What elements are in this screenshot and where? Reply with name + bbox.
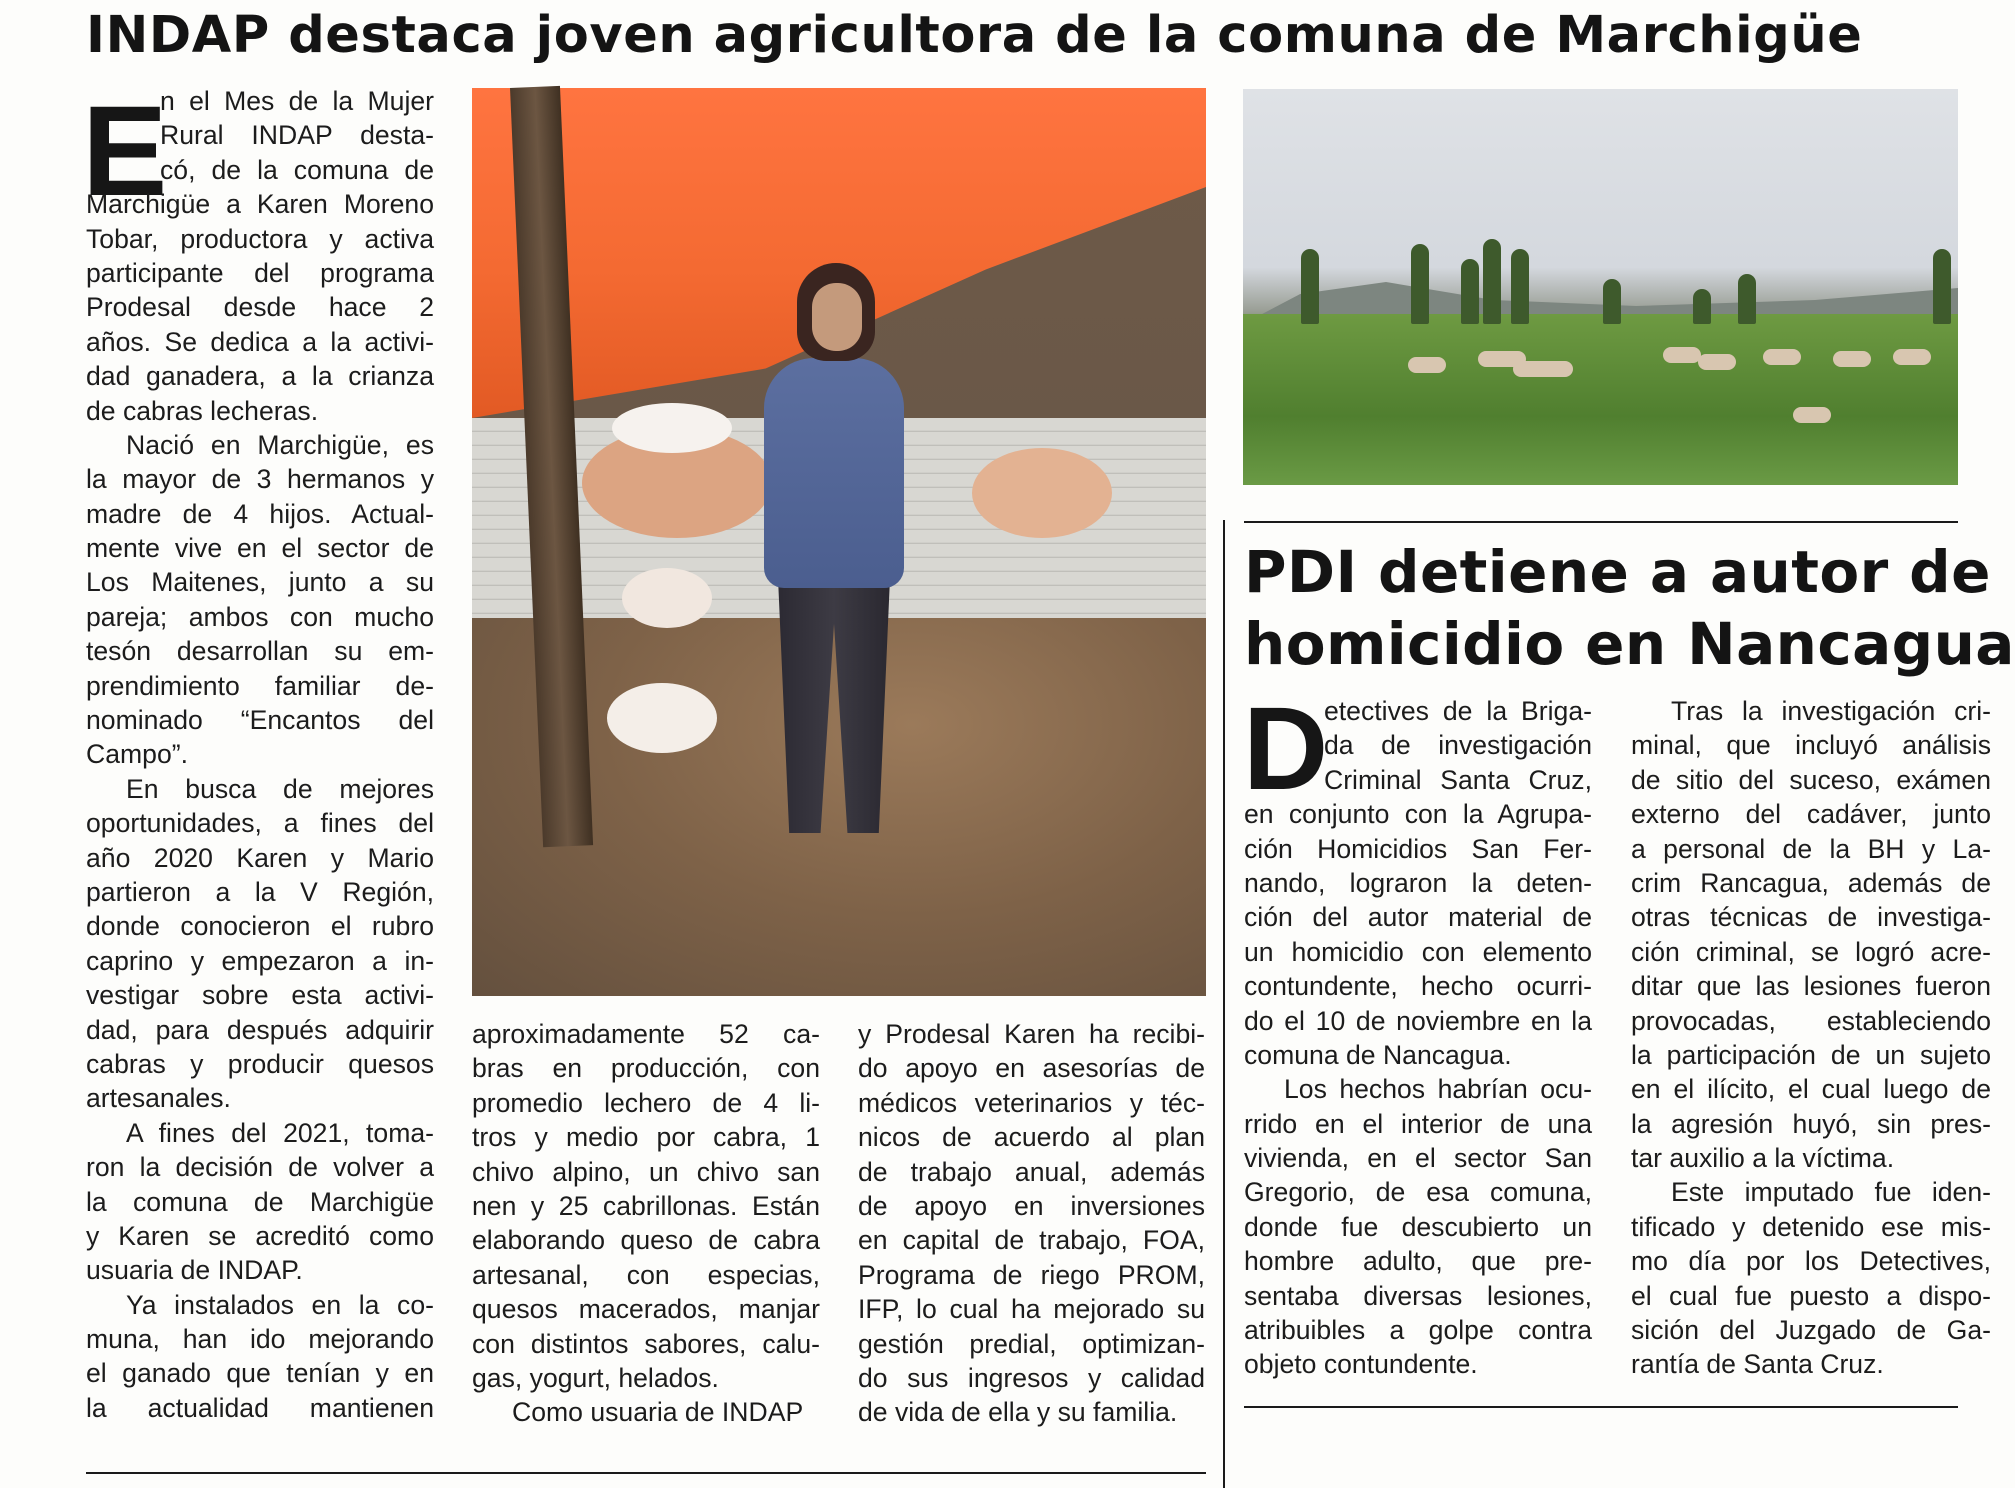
text-line: etectives de la Briga-: [1324, 696, 1592, 726]
headline-pdi-line1: PDI detiene a autor de: [1244, 538, 1991, 606]
text-line: en conjunto con la Agrupa-: [1244, 799, 1592, 830]
text-line: Este imputado fue iden-: [1671, 1177, 1991, 1208]
text-line: caprino y empezaron a in-: [86, 945, 434, 976]
text-line: pareja; ambos con mucho: [86, 601, 434, 632]
text-line: de cabras lecheras.: [86, 395, 319, 426]
text-line: aproximadamente 52 ca-: [472, 1019, 820, 1049]
text-line: la mayor de 3 hermanos y: [86, 464, 434, 495]
text-line: la agresión huyó, sin pres-: [1631, 1108, 1991, 1139]
text-line: da de investigación: [1324, 730, 1592, 761]
article1-column-2: [472, 1017, 820, 1430]
article2-column-1: [1244, 694, 1592, 1382]
text-line: muna, han ido mejorando: [86, 1324, 434, 1355]
text-line: otras técnicas de investiga-: [1631, 902, 1991, 933]
text-line: de apoyo en inversiones: [858, 1190, 1205, 1221]
text-line: donde conocieron el rubro: [86, 911, 434, 942]
text-line: do apoyo en asesorías de: [858, 1053, 1205, 1084]
text-line: hombre adulto, que pre-: [1244, 1246, 1592, 1277]
text-line: tificado y detenido ese mis-: [1631, 1211, 1991, 1242]
text-line: Marchigüe a Karen Moreno: [86, 189, 434, 220]
text-line: A fines del 2021, toma-: [126, 1117, 434, 1148]
text-line: minal, que incluyó análisis: [1631, 730, 1991, 761]
text-line: do sus ingresos y calidad: [858, 1362, 1205, 1393]
text-line: do el 10 de noviembre en la: [1244, 1005, 1592, 1036]
text-line: vivienda, en el sector San: [1244, 1143, 1592, 1174]
text-line: ción del autor material de: [1244, 902, 1592, 933]
text-line: partieron a la V Región,: [86, 876, 434, 907]
text-line: quesos macerados, manjar: [472, 1294, 820, 1325]
text-line: ron la decisión de volver a: [86, 1152, 434, 1183]
text-line: Programa de riego PROM,: [858, 1259, 1205, 1290]
text-line: artesanal, con especias,: [472, 1259, 820, 1290]
text-line: madre de 4 hijos. Actual-: [86, 498, 434, 529]
text-line: nando, lograron la deten-: [1244, 867, 1592, 898]
text-line: chivo alpino, un chivo san: [472, 1156, 820, 1187]
text-line: promedio lechero de 4 li-: [472, 1087, 820, 1118]
text-line: comuna de Nancagua.: [1244, 1039, 1512, 1070]
text-line: mo día por los Detectives,: [1631, 1246, 1991, 1277]
text-line: donde fue descubierto un: [1244, 1211, 1592, 1242]
headline-pdi-line2: homicidio en Nancagua: [1244, 610, 2015, 678]
text-line: en el ilícito, el cual luego de: [1631, 1074, 1991, 1105]
text-line: Rural INDAP desta-: [160, 120, 434, 151]
text-line: Los Maitenes, junto a su: [86, 567, 434, 598]
text-line: el ganado que tenían y en: [86, 1358, 434, 1389]
text-line: nicos de acuerdo al plan: [858, 1122, 1205, 1153]
text-line: de trabajo anual, además: [858, 1156, 1205, 1187]
text-line: años. Se dedica a la activi-: [86, 326, 434, 357]
text-line: en capital de trabajo, FOA,: [858, 1225, 1205, 1256]
article1-column-3: [858, 1017, 1205, 1430]
text-line: de vida de ella y su familia.: [858, 1397, 1178, 1428]
text-line: Ya instalados en la co-: [126, 1289, 434, 1320]
text-line: bras en producción, con: [472, 1053, 820, 1084]
text-line: En busca de mejores: [126, 773, 434, 804]
text-line: tesón desarrollan su em-: [86, 636, 434, 667]
vertical-divider: [1223, 520, 1225, 1488]
text-line: nen y 25 cabrillonas. Están: [472, 1190, 820, 1221]
text-line: año 2020 Karen y Mario: [86, 842, 434, 873]
text-line: externo del cadáver, junto: [1631, 799, 1991, 830]
text-line: la participación de un sujeto: [1631, 1039, 1991, 1070]
text-line: dad ganadera, a la crianza: [86, 361, 434, 392]
text-line: nominado “Encantos del: [86, 705, 434, 736]
bottom-rule: [86, 1472, 1206, 1474]
text-line: y Karen se acreditó como: [86, 1220, 434, 1251]
text-line: de sitio del suceso, exámen: [1631, 764, 1991, 795]
text-line: contundente, hecho ocurri-: [1244, 971, 1592, 1002]
text-line: gestión predial, optimizan-: [858, 1328, 1205, 1359]
text-line: objeto contundente.: [1244, 1349, 1478, 1380]
text-line: usuaria de INDAP.: [86, 1255, 303, 1286]
text-line: n el Mes de la Mujer: [160, 86, 434, 116]
article2-top-rule: [1244, 521, 1958, 523]
text-line: con distintos sabores, calu-: [472, 1328, 820, 1359]
text-line: dad, para después adquirir: [86, 1014, 434, 1045]
text-line: atribuibles a golpe contra: [1244, 1315, 1592, 1346]
text-line: elaborando queso de cabra: [472, 1225, 820, 1256]
photo-farmer-with-goats: [472, 88, 1206, 996]
text-line: rrido en el interior de una: [1244, 1108, 1592, 1139]
text-line: IFP, lo cual ha mejorado su: [858, 1294, 1205, 1325]
text-line: tros y medio por cabra, 1: [472, 1122, 820, 1153]
text-line: y Prodesal Karen ha recibi-: [858, 1019, 1205, 1049]
text-line: Tras la investigación cri-: [1671, 696, 1991, 726]
text-line: Nació en Marchigüe, es: [126, 429, 434, 460]
text-line: sentaba diversas lesiones,: [1244, 1280, 1592, 1311]
text-line: mente vive en el sector de: [86, 533, 434, 564]
text-line: ditar que las lesiones fueron: [1631, 971, 1991, 1002]
text-line: médicos veterinarios y téc-: [858, 1087, 1205, 1118]
text-line: crim Rancagua, además de: [1631, 867, 1991, 898]
text-line: Gregorio, de esa comuna,: [1244, 1177, 1592, 1208]
headline-indap: INDAP destaca joven agricultora de la comuna de Marchigüe: [86, 6, 1863, 65]
text-line: artesanales.: [86, 1083, 231, 1114]
text-line: vestigar sobre esta activi-: [86, 980, 434, 1011]
dropcap-e: E: [82, 80, 168, 223]
article1-column-1: [86, 84, 434, 1425]
text-line: la actualidad mantienen: [86, 1392, 434, 1423]
text-line: Prodesal desde hace 2: [86, 292, 434, 323]
text-line: Como usuaria de INDAP: [512, 1397, 804, 1428]
text-line: sición del Juzgado de Ga-: [1631, 1315, 1991, 1346]
text-line: Campo”.: [86, 739, 188, 770]
text-line: Tobar, productora y activa: [86, 223, 434, 254]
text-line: có, de la comuna de: [160, 154, 434, 185]
dropcap-d: D: [1243, 683, 1329, 815]
text-line: participante del programa: [86, 257, 434, 288]
text-line: gas, yogurt, helados.: [472, 1362, 719, 1393]
photo-goats-field: [1243, 89, 1958, 485]
text-line: el cual fue puesto a dispo-: [1631, 1280, 1991, 1311]
article2-bottom-rule: [1244, 1406, 1958, 1408]
text-line: prendimiento familiar de-: [86, 670, 434, 701]
text-line: a personal de la BH y La-: [1631, 833, 1991, 864]
text-line: ción Homicidios San Fer-: [1244, 833, 1592, 864]
text-line: un homicidio con elemento: [1244, 936, 1592, 967]
text-line: ción criminal, se logró acre-: [1631, 936, 1991, 967]
text-line: rantía de Santa Cruz.: [1631, 1349, 1884, 1380]
text-line: provocadas, estableciendo: [1631, 1005, 1991, 1036]
text-line: cabras y producir quesos: [86, 1048, 434, 1079]
article2-column-2: [1631, 694, 1991, 1382]
text-line: la comuna de Marchigüe: [86, 1186, 434, 1217]
text-line: oportunidades, a fines del: [86, 808, 434, 839]
text-line: Criminal Santa Cruz,: [1324, 764, 1592, 795]
text-line: tar auxilio a la víctima.: [1631, 1143, 1895, 1174]
text-line: Los hechos habrían ocu-: [1284, 1074, 1592, 1105]
